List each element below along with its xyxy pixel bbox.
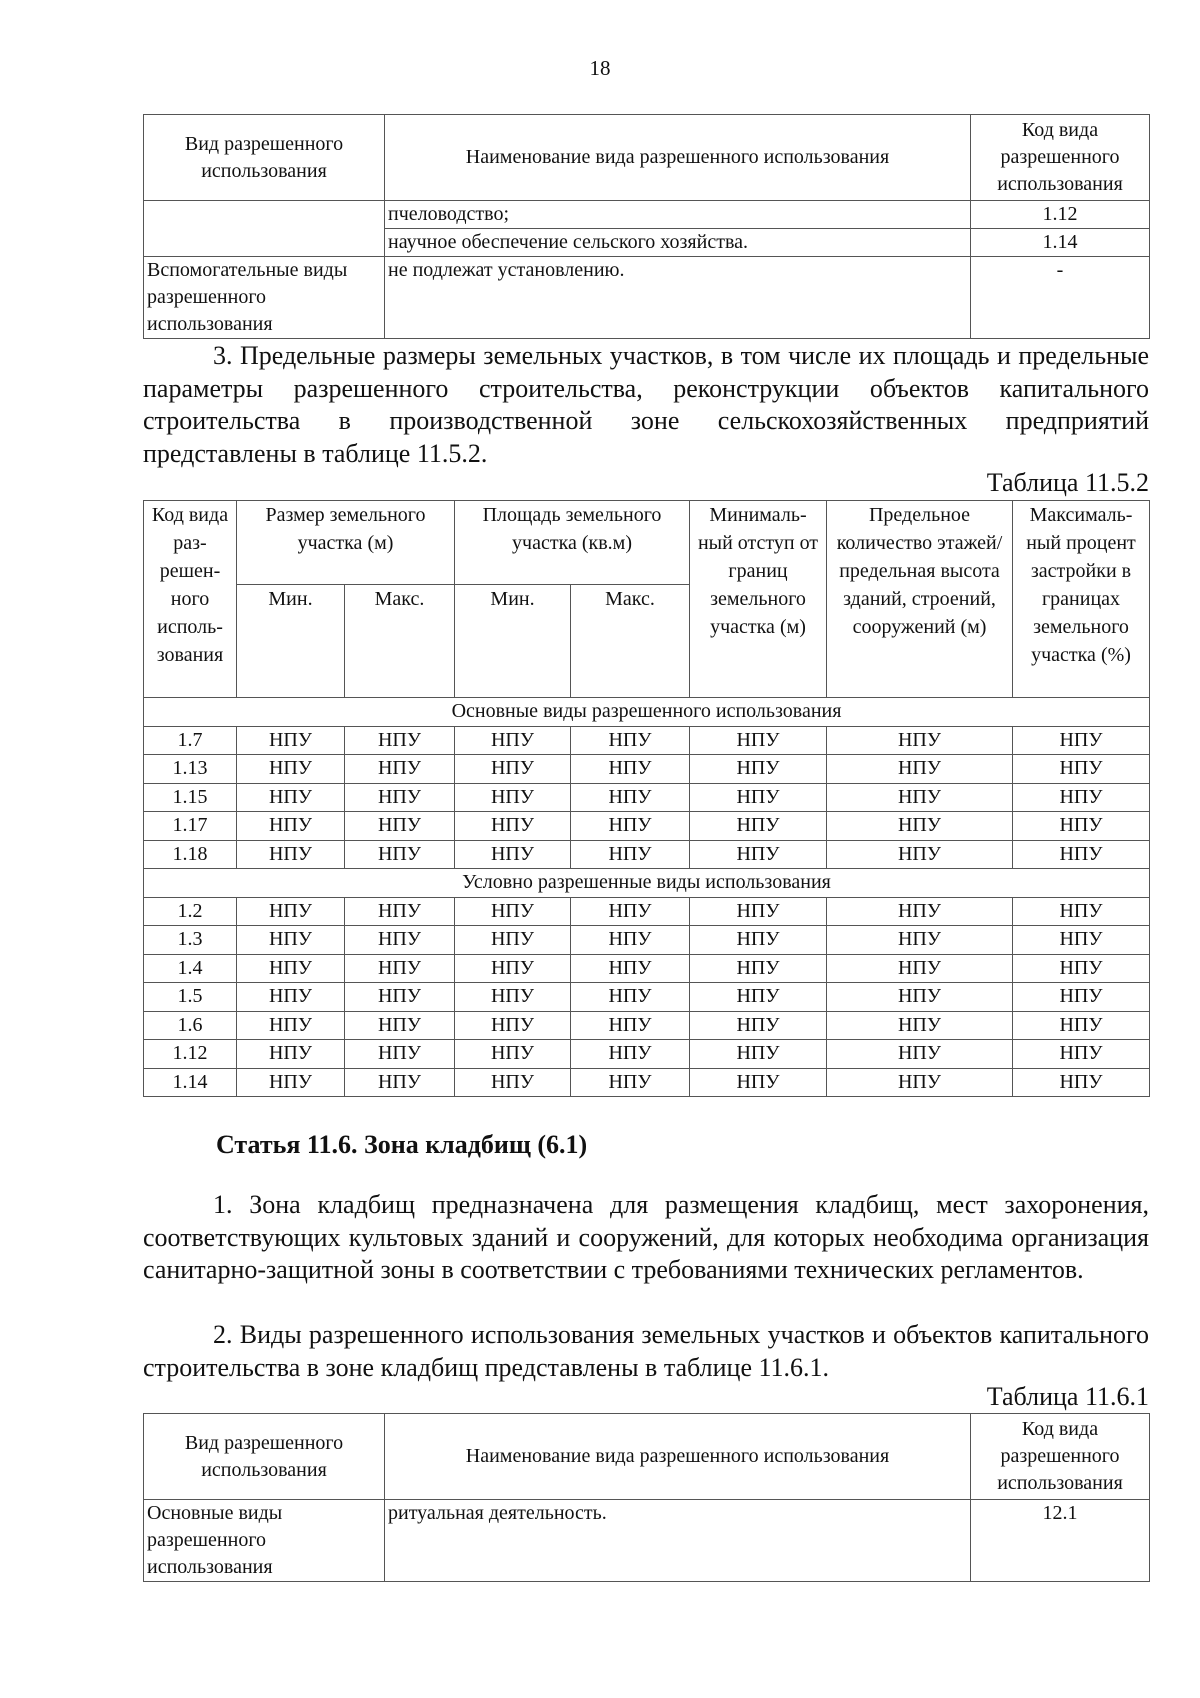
npu-cell: НПУ bbox=[827, 783, 1013, 812]
npu-cell: НПУ bbox=[1013, 726, 1150, 755]
npu-cell: НПУ bbox=[571, 726, 690, 755]
npu-cell: НПУ bbox=[345, 926, 455, 955]
paragraph-cemetery-uses: 2. Виды разрешенного использования земельных участков и объектов капитального строительства в зоне кладбищ представлены в таблице 11.6.1. bbox=[143, 1320, 1149, 1382]
npu-cell: НПУ bbox=[1013, 954, 1150, 983]
npu-cell: НПУ bbox=[571, 1011, 690, 1040]
npu-cell: НПУ bbox=[455, 726, 571, 755]
table-row bbox=[144, 897, 1150, 926]
npu-cell: НПУ bbox=[571, 954, 690, 983]
header-code: Код вида раз-решен-ного исполь-зования bbox=[144, 501, 237, 698]
use-code-cell: 1.14 bbox=[971, 229, 1150, 257]
npu-cell: НПУ bbox=[345, 1011, 455, 1040]
npu-cell: НПУ bbox=[237, 726, 345, 755]
code-cell: 1.14 bbox=[144, 1068, 237, 1097]
table-row bbox=[144, 1068, 1150, 1097]
npu-cell: НПУ bbox=[1013, 926, 1150, 955]
code-cell: 1.4 bbox=[144, 954, 237, 983]
table-row bbox=[144, 812, 1150, 841]
npu-cell: НПУ bbox=[455, 783, 571, 812]
npu-cell: НПУ bbox=[455, 983, 571, 1012]
npu-cell: НПУ bbox=[690, 983, 827, 1012]
npu-cell: НПУ bbox=[455, 812, 571, 841]
npu-cell: НПУ bbox=[237, 755, 345, 784]
npu-cell: НПУ bbox=[237, 1011, 345, 1040]
header-coverage: Максималь-ный процент застройки в границах земельного участка (%) bbox=[1013, 501, 1150, 698]
table-row bbox=[144, 1500, 1150, 1582]
header-size-max: Макс. bbox=[345, 585, 455, 698]
use-code-cell: - bbox=[971, 257, 1150, 339]
npu-cell: НПУ bbox=[571, 897, 690, 926]
npu-cell: НПУ bbox=[237, 1068, 345, 1097]
code-cell: 1.12 bbox=[144, 1040, 237, 1069]
code-cell: 1.15 bbox=[144, 783, 237, 812]
header-use-kind: Вид разрешенного использования bbox=[144, 115, 385, 201]
npu-cell: НПУ bbox=[827, 926, 1013, 955]
npu-cell: НПУ bbox=[455, 954, 571, 983]
npu-cell: НПУ bbox=[690, 755, 827, 784]
table-row bbox=[144, 755, 1150, 784]
code-cell: 1.18 bbox=[144, 840, 237, 869]
header-size-min: Мин. bbox=[237, 585, 345, 698]
npu-cell: НПУ bbox=[827, 726, 1013, 755]
table-row bbox=[144, 257, 1150, 339]
npu-cell: НПУ bbox=[690, 926, 827, 955]
use-name-cell: не подлежат установлению. bbox=[385, 257, 971, 339]
code-cell: 1.17 bbox=[144, 812, 237, 841]
npu-cell: НПУ bbox=[690, 1040, 827, 1069]
header-use-code: Код вида разрешенного использования bbox=[971, 115, 1150, 201]
table-row bbox=[144, 1011, 1150, 1040]
code-cell: 1.2 bbox=[144, 897, 237, 926]
npu-cell: НПУ bbox=[827, 1068, 1013, 1097]
table-caption-11-5-2: Таблица 11.5.2 bbox=[986, 468, 1149, 497]
limits-table bbox=[143, 500, 1150, 1097]
header-use-kind: Вид разрешенного использования bbox=[144, 1414, 385, 1500]
npu-cell: НПУ bbox=[237, 812, 345, 841]
use-kind-cell: Основные виды разрешенного использования bbox=[144, 1500, 385, 1582]
npu-cell: НПУ bbox=[237, 983, 345, 1012]
npu-cell: НПУ bbox=[237, 926, 345, 955]
npu-cell: НПУ bbox=[1013, 983, 1150, 1012]
npu-cell: НПУ bbox=[345, 983, 455, 1012]
npu-cell: НПУ bbox=[690, 954, 827, 983]
npu-cell: НПУ bbox=[1013, 1040, 1150, 1069]
use-name-cell: пчеловодство; bbox=[385, 201, 971, 229]
npu-cell: НПУ bbox=[690, 1068, 827, 1097]
table-row bbox=[144, 954, 1150, 983]
npu-cell: НПУ bbox=[455, 755, 571, 784]
npu-cell: НПУ bbox=[237, 897, 345, 926]
npu-cell: НПУ bbox=[237, 1040, 345, 1069]
npu-cell: НПУ bbox=[827, 755, 1013, 784]
npu-cell: НПУ bbox=[1013, 755, 1150, 784]
npu-cell: НПУ bbox=[571, 755, 690, 784]
npu-cell: НПУ bbox=[571, 812, 690, 841]
paragraph-limits: 3. Предельные размеры земельных участков, в том числе их площадь и предельные параметры разрешенного строительства, реконструкции объектов капитального строительства в производственной зоне сельскохозяйственных предприятий представлены в таблице 11.5.2. bbox=[143, 341, 1149, 468]
npu-cell: НПУ bbox=[345, 812, 455, 841]
header-use-name: Наименование вида разрешенного использования bbox=[385, 115, 971, 201]
npu-cell: НПУ bbox=[1013, 783, 1150, 812]
npu-cell: НПУ bbox=[237, 840, 345, 869]
paragraph-cemetery-zone: 1. Зона кладбищ предназначена для размещения кладбищ, мест захоронения, соответствующих культовых зданий и сооружений, для которых необходима организация санитарно-защитной зоны в соответствии с требованиями технических регламентов. bbox=[143, 1190, 1149, 1284]
npu-cell: НПУ bbox=[690, 783, 827, 812]
npu-cell: НПУ bbox=[571, 983, 690, 1012]
npu-cell: НПУ bbox=[455, 1068, 571, 1097]
use-name-cell: научное обеспечение сельского хозяйства. bbox=[385, 229, 971, 257]
use-kind-cell: Вспомогательные виды разрешенного использования bbox=[144, 257, 385, 339]
npu-cell: НПУ bbox=[237, 783, 345, 812]
header-use-name: Наименование вида разрешенного использования bbox=[385, 1414, 971, 1500]
npu-cell: НПУ bbox=[690, 812, 827, 841]
npu-cell: НПУ bbox=[1013, 812, 1150, 841]
header-floors: Предельное количество этажей/ предельная высота зданий, строений, сооружений (м) bbox=[827, 501, 1013, 698]
code-cell: 1.13 bbox=[144, 755, 237, 784]
npu-cell: НПУ bbox=[455, 897, 571, 926]
npu-cell: НПУ bbox=[690, 897, 827, 926]
npu-cell: НПУ bbox=[690, 726, 827, 755]
table-row bbox=[144, 840, 1150, 869]
cemetery-use-table bbox=[143, 1413, 1150, 1582]
table-row bbox=[144, 726, 1150, 755]
header-area: Площадь земельного участка (кв.м) bbox=[455, 501, 690, 585]
header-size: Размер земельного участка (м) bbox=[237, 501, 455, 585]
npu-cell: НПУ bbox=[1013, 1068, 1150, 1097]
npu-cell: НПУ bbox=[827, 840, 1013, 869]
npu-cell: НПУ bbox=[345, 1040, 455, 1069]
npu-cell: НПУ bbox=[827, 812, 1013, 841]
npu-cell: НПУ bbox=[827, 1011, 1013, 1040]
npu-cell: НПУ bbox=[455, 1011, 571, 1040]
article-heading: Статья 11.6. Зона кладбищ (6.1) bbox=[216, 1130, 588, 1159]
npu-cell: НПУ bbox=[571, 1040, 690, 1069]
table-row bbox=[144, 783, 1150, 812]
npu-cell: НПУ bbox=[345, 755, 455, 784]
code-cell: 1.3 bbox=[144, 926, 237, 955]
npu-cell: НПУ bbox=[237, 954, 345, 983]
npu-cell: НПУ bbox=[455, 1040, 571, 1069]
npu-cell: НПУ bbox=[455, 840, 571, 869]
npu-cell: НПУ bbox=[827, 983, 1013, 1012]
npu-cell: НПУ bbox=[345, 1068, 455, 1097]
table-caption-11-6-1: Таблица 11.6.1 bbox=[986, 1382, 1149, 1411]
npu-cell: НПУ bbox=[571, 926, 690, 955]
npu-cell: НПУ bbox=[1013, 1011, 1150, 1040]
npu-cell: НПУ bbox=[455, 926, 571, 955]
empty-kind-cell bbox=[144, 201, 385, 257]
npu-cell: НПУ bbox=[345, 726, 455, 755]
npu-cell: НПУ bbox=[827, 897, 1013, 926]
section-row-main: Основные виды разрешенного использования bbox=[144, 698, 1150, 727]
header-use-code: Код вида разрешенного использования bbox=[971, 1414, 1150, 1500]
header-area-max: Макс. bbox=[571, 585, 690, 698]
npu-cell: НПУ bbox=[690, 1011, 827, 1040]
use-code-cell: 1.12 bbox=[971, 201, 1150, 229]
header-area-min: Мин. bbox=[455, 585, 571, 698]
npu-cell: НПУ bbox=[345, 897, 455, 926]
table-row bbox=[144, 1040, 1150, 1069]
npu-cell: НПУ bbox=[1013, 840, 1150, 869]
npu-cell: НПУ bbox=[827, 954, 1013, 983]
npu-cell: НПУ bbox=[571, 840, 690, 869]
npu-cell: НПУ bbox=[345, 783, 455, 812]
npu-cell: НПУ bbox=[345, 840, 455, 869]
npu-cell: НПУ bbox=[345, 954, 455, 983]
page-number: 18 bbox=[589, 56, 611, 80]
npu-cell: НПУ bbox=[827, 1040, 1013, 1069]
header-setback: Минималь-ный отступ от границ земельного участка (м) bbox=[690, 501, 827, 698]
table-row bbox=[144, 201, 1150, 229]
section-row-conditional: Условно разрешенные виды использования bbox=[144, 869, 1150, 898]
permitted-use-table-continued bbox=[143, 114, 1150, 339]
npu-cell: НПУ bbox=[571, 783, 690, 812]
table-row bbox=[144, 983, 1150, 1012]
npu-cell: НПУ bbox=[1013, 897, 1150, 926]
table-row bbox=[144, 926, 1150, 955]
npu-cell: НПУ bbox=[690, 840, 827, 869]
use-name-cell: ритуальная деятельность. bbox=[385, 1500, 971, 1582]
use-code-cell: 12.1 bbox=[971, 1500, 1150, 1582]
npu-cell: НПУ bbox=[571, 1068, 690, 1097]
code-cell: 1.6 bbox=[144, 1011, 237, 1040]
code-cell: 1.5 bbox=[144, 983, 237, 1012]
code-cell: 1.7 bbox=[144, 726, 237, 755]
